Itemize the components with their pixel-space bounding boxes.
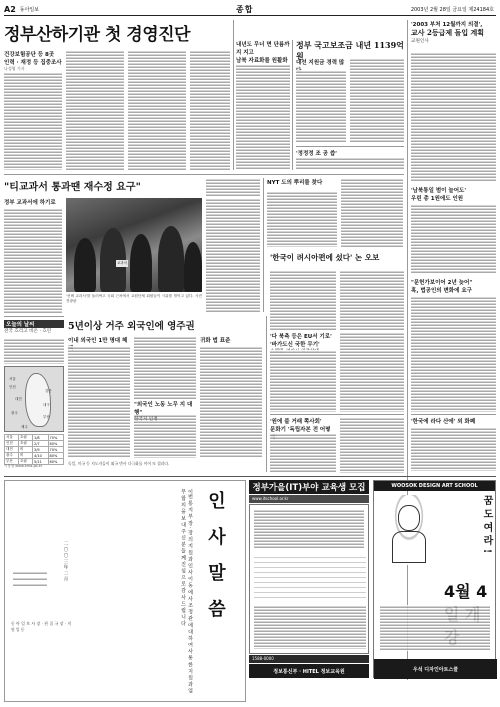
face-icon [398, 505, 420, 531]
it-ad-headline: 정부가을(IT)부야 교육생 모집 [249, 480, 369, 494]
right2-title: '남북통일 범이 늘어도' [411, 188, 467, 194]
lead-body-col3 [128, 50, 186, 170]
story4 [296, 149, 404, 170]
teacher-sub: 정부 교과서에 하기로 [4, 200, 56, 206]
divider [411, 414, 496, 415]
nyt-body-col5 [270, 350, 336, 412]
it-ad-phone: 1588-0000 [249, 655, 369, 663]
foreign-sub2: 귀화 법 표준 [200, 338, 231, 344]
right1-body [411, 52, 496, 182]
story3-head [296, 40, 404, 61]
divider [4, 174, 404, 175]
weather-source: 기상청 www.kma.go.kr [4, 464, 43, 468]
weather-row: 광주 비 4/10 80% [5, 453, 64, 459]
lead-body-col1 [4, 72, 62, 170]
story3-subhead [296, 58, 346, 68]
nyt-body-col3 [270, 270, 336, 330]
foreign-body-col2 [134, 336, 196, 458]
nyt-body-col6 [340, 332, 404, 412]
protest-sign: 교과서 [117, 261, 128, 265]
weather-text [4, 338, 64, 364]
court-title: '원에 불 거래 쪽사회' [270, 419, 322, 425]
right4-head [411, 417, 496, 425]
personnel-notice [4, 480, 246, 702]
nyt-body-col1 [267, 191, 337, 247]
page-number: A2 [4, 5, 16, 14]
weather-title: 오늘의 날씨 [4, 320, 64, 328]
story2-title2: 남북 자료화를 원활화 [236, 58, 288, 64]
story3-body-col2 [350, 58, 404, 142]
right1-head [411, 20, 496, 50]
section-title: 종합 [236, 5, 254, 14]
weather-table [4, 434, 64, 465]
protest-photo [66, 198, 202, 292]
story2-title1: 내년도 무너 면 단름까지 지고 [236, 42, 290, 56]
foreign-body-col1 [68, 346, 130, 458]
lead-subheads [4, 50, 62, 70]
divider [270, 414, 404, 415]
divider [233, 20, 234, 170]
right3-title: "문헌가보이어 2년 늦어" [411, 280, 473, 286]
right2-sub: 우린 총 1원에도 인원 [411, 196, 464, 202]
court-sub: 문화기 '독립자본 전 어떻 [270, 427, 331, 433]
caption-text: '선택 교과서'를 둘러싸고 국회 근처에서 교원단체 회원들이 시위를 벌이고 있다. 사진 전광판 [66, 294, 202, 303]
teacher-head [4, 178, 164, 194]
lead-sub2: 인력 · 재정 등 집중조사 [4, 60, 62, 66]
personnel-title: 인사말씀 [205, 491, 226, 635]
divider [266, 316, 267, 472]
nyt-title: NYT 도의 뿌리를 찾다 [267, 180, 323, 186]
woosok-illustration [380, 495, 438, 565]
divider [263, 178, 264, 312]
nyt-head [267, 178, 337, 188]
foreign-body-col3 [200, 346, 262, 458]
weather-row: 대전 비 3/9 70% [5, 447, 64, 453]
it-ad-footer: 정보통신부 · HITEL 정보교육원 [249, 664, 369, 678]
it-ad-body [249, 504, 369, 654]
lead-body-col4 [190, 50, 230, 170]
right2-head [411, 186, 496, 202]
map-city: 부산 [43, 415, 50, 419]
weather-row: 서울 흐림 1/8 70% [5, 435, 64, 441]
right4-body [411, 427, 496, 471]
lead-sub1: 건강보험공단 등 8곳 [4, 52, 55, 58]
weather-head [4, 320, 64, 336]
lead-byline: 나성엽 기자 [4, 66, 25, 71]
story2-head [236, 40, 290, 62]
right3-sub: 혹, 법공인의 변화에 요구 [411, 288, 472, 294]
teacher-subhead [4, 198, 62, 206]
nyt-sub2-head: '다 북측 등은 EU서 기로' '바가도신 국한 무기' [270, 334, 332, 348]
paper-name: 동아일보 [19, 7, 40, 13]
weather-row: 인천 흐림 2/7 60% [5, 441, 64, 447]
teacher-body-col3 [206, 198, 260, 312]
lead-body-col2 [66, 50, 124, 170]
it-ad-course-table [254, 553, 366, 601]
map-city: 서울 [9, 377, 16, 381]
map-city: 인천 [9, 385, 16, 389]
nyt-body-col2 [341, 178, 403, 247]
lead-headline [4, 20, 226, 44]
divider [4, 316, 64, 317]
map-city: 강릉 [45, 389, 52, 393]
court-body-col1 [270, 433, 336, 473]
weather-map [4, 366, 64, 432]
court-body-col2 [340, 417, 404, 473]
right1-sub: 교원인사 [411, 39, 429, 44]
right3-body [411, 296, 496, 412]
bottom-strip: 독일, 미국 등 지도자들이 외국 반사 다극화를 이어 또 결과다. [68, 461, 170, 466]
nyt-body-col4 [340, 270, 404, 330]
foreign-sub1: 이내 외국인 1만 명대 혜 [68, 338, 128, 344]
map-city: 대전 [15, 397, 22, 401]
story3-title: 정부 국고보조금 내년 1139억원 [296, 40, 404, 61]
body-icon [392, 531, 426, 563]
story2-body [236, 64, 290, 170]
right1-title: 교사 2등급제 돌입 계획 [411, 28, 485, 37]
personnel-date: 二 〇 〇 三 年 二 月 [63, 541, 68, 582]
right2-body [411, 204, 496, 274]
woosok-footer: 우석 디자인아트스쿨 [374, 659, 497, 679]
lead-title: 정부산하기관 첫 경영진단 [4, 25, 190, 45]
weather-row: 부산 흐림 5/11 60% [5, 459, 64, 465]
right1-kicker: '2003 부처 12월까지 의결', [411, 22, 483, 28]
personnel-signers: 동 아 일 보 사 장 · 편 집 국 장 · 직 원 일 동 [11, 621, 71, 632]
it-ad-url[interactable]: www.itschool.or.kr [249, 495, 369, 503]
story3-body-col1 [296, 70, 346, 142]
nyt-sub: '한국이 려시아편에 섰다' 논 오보 [270, 253, 380, 262]
divider [292, 40, 293, 170]
photo-caption [66, 294, 202, 312]
page-header [4, 4, 496, 16]
woosok-ad [373, 480, 496, 678]
woosok-title: WOOSOK DESIGN ART SCHOOL [374, 481, 495, 491]
ads-divider [4, 476, 496, 477]
right3-head [411, 278, 496, 294]
teacher-body-top [206, 178, 260, 196]
personnel-signers-area [13, 571, 47, 619]
teacher-title: "티교과서 통과땐 재수정 요구" [4, 182, 141, 193]
map-city: 대구 [43, 403, 50, 407]
foreign-sub3: "외국인 노동 노무 지 대행" 한국지 인정 [134, 400, 196, 414]
story4-title: '정정정 조 공 씁' [296, 151, 337, 157]
map-city: 광주 [11, 411, 18, 415]
right4-title: '한국에 라다 산에' 외 화폐 [411, 419, 476, 425]
divider [296, 146, 404, 147]
foreign-title: 5년이상 거주 외국인에 영주권 [68, 321, 195, 332]
nyt-sub-head [270, 252, 404, 266]
teacher-body-col1 [4, 208, 62, 313]
foreign-head [68, 318, 264, 332]
issue-date: 2003년 2월 28일 금요일 제24184호 [410, 7, 494, 13]
woosok-slogan: 꿈 도 여 라 ! [481, 495, 492, 554]
weather-sub: 전국 흐리고 비온 · 흐린 [4, 329, 52, 334]
personnel-text: 이번 통 지 부 장 · 장 의 지 원 과 인 사 이 동 에 사 조 정 관 에 대 하 여 사 통 한 지 원 과 업 무 합 의 을 보 내 주 신 분 들 께 진 심 으 로 감 사 드 립 니 다 [180, 489, 193, 694]
story3-sub: 대선 지원금 경력 많 [296, 60, 345, 66]
map-city: 제주 [21, 425, 28, 429]
court-head [270, 417, 336, 431]
woosok-date: 4월 4 [444, 582, 488, 601]
